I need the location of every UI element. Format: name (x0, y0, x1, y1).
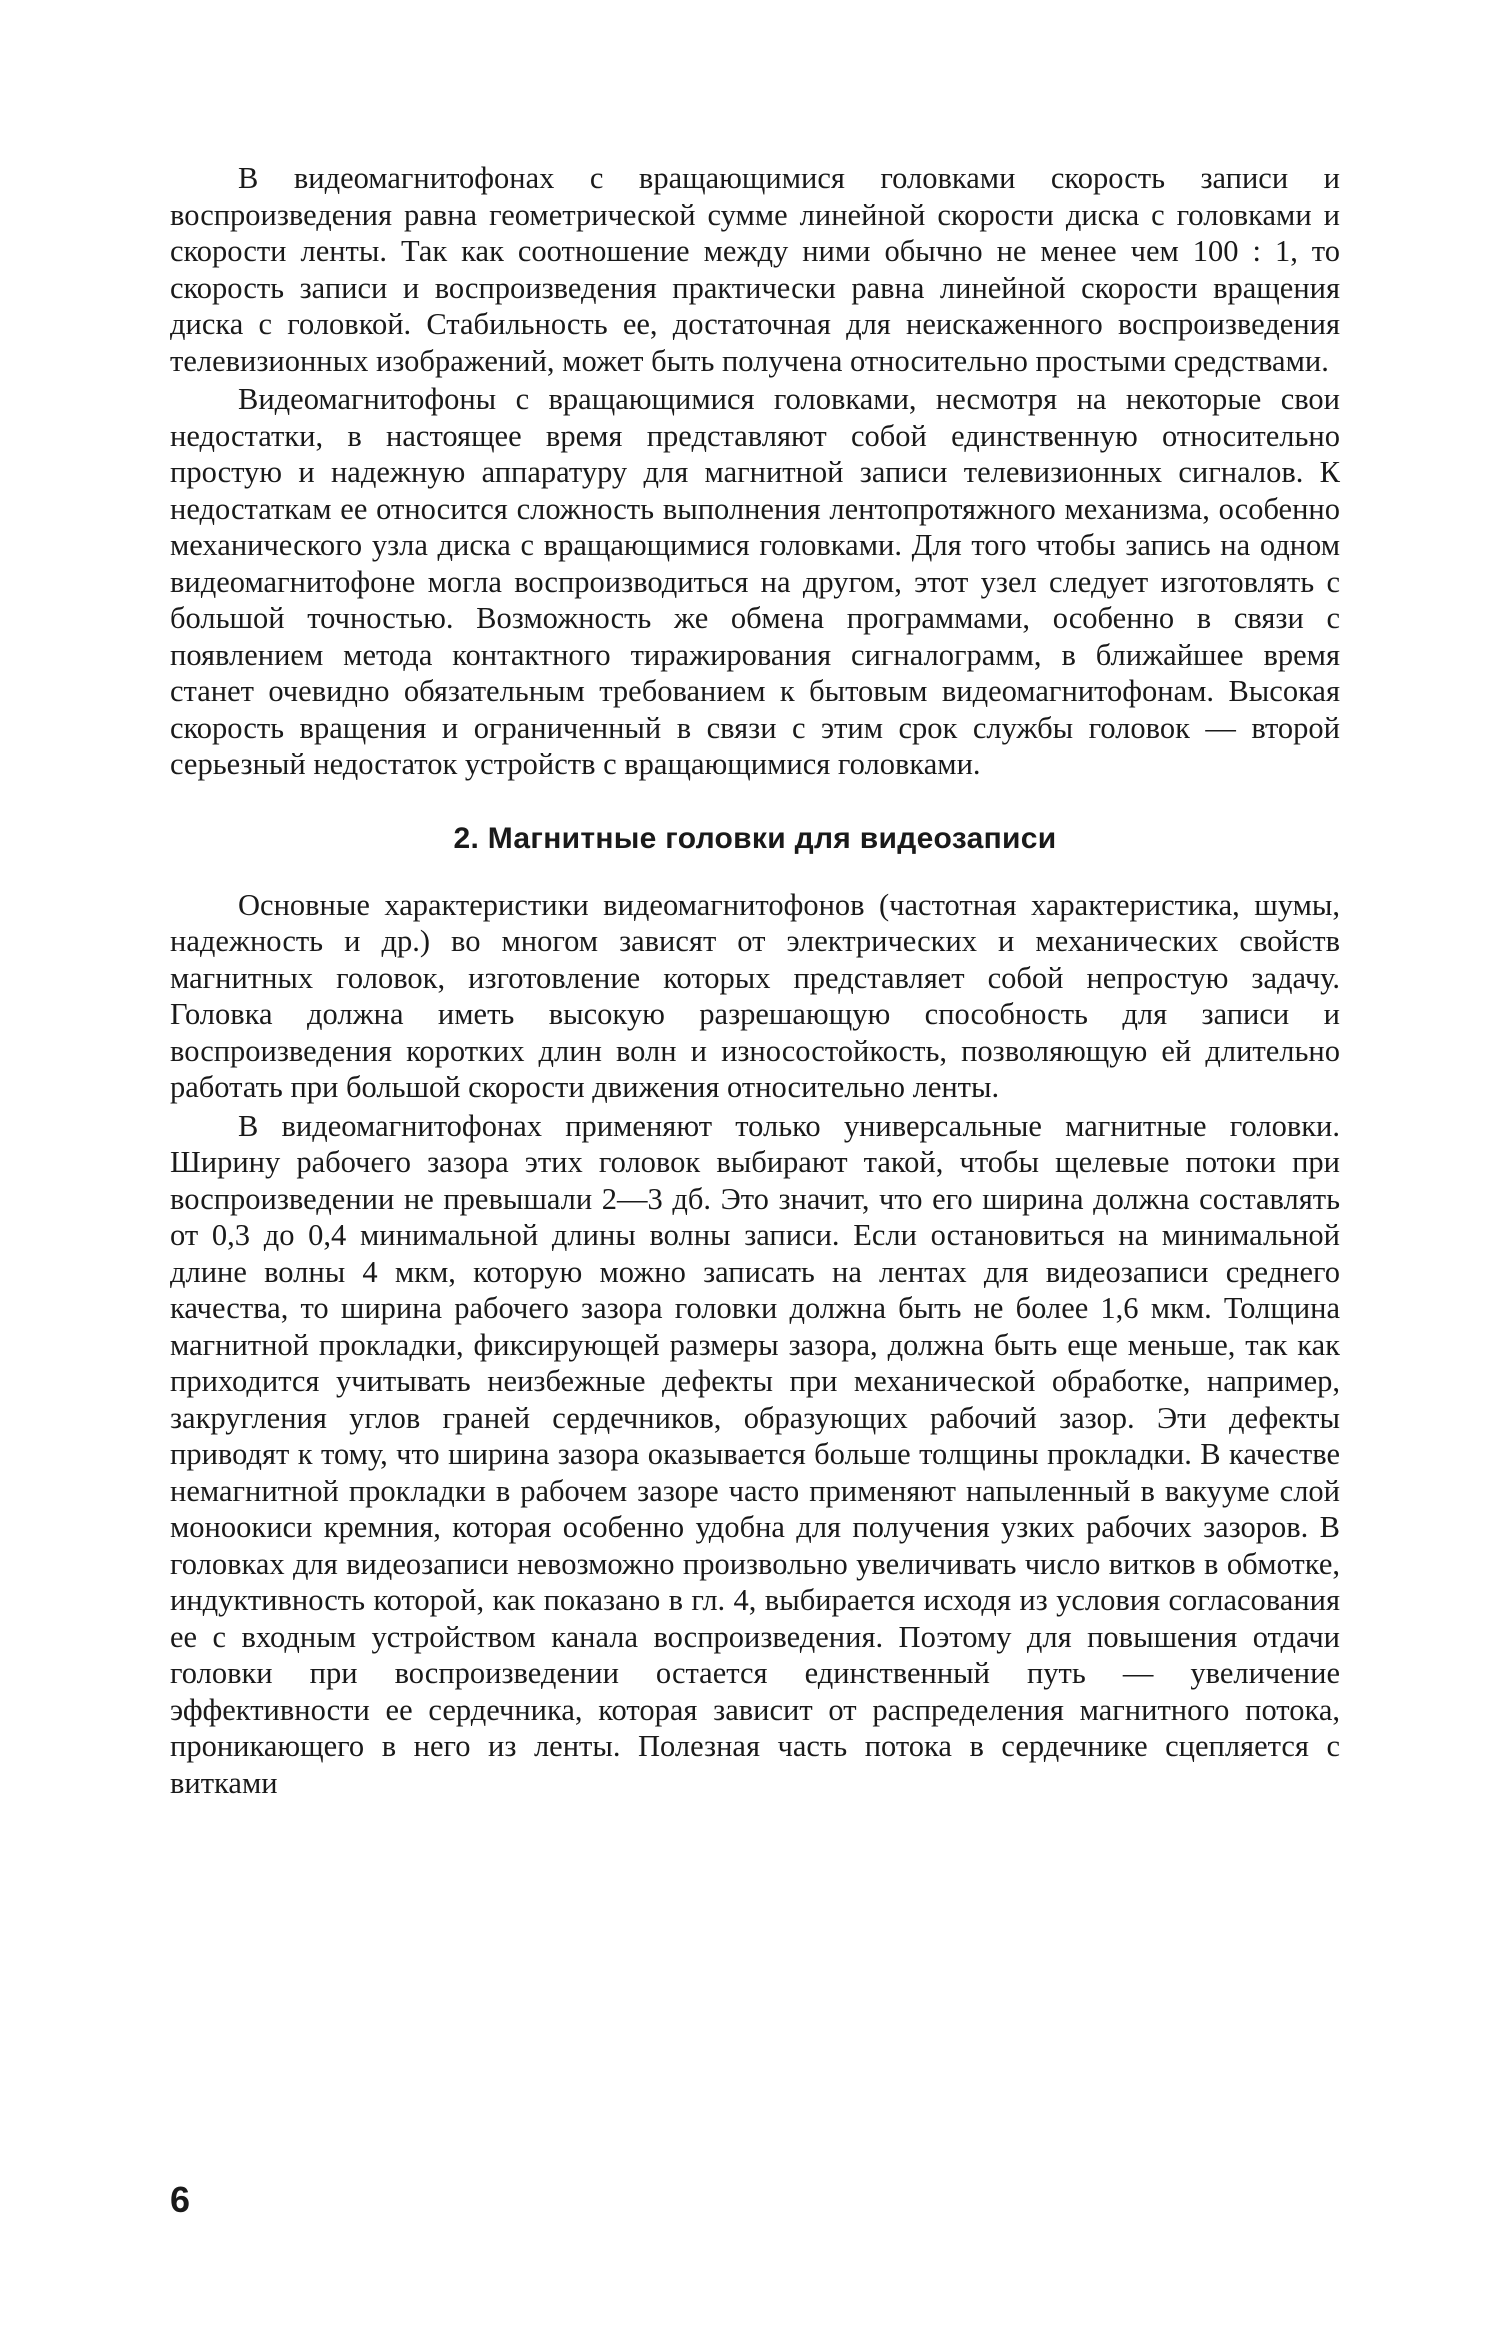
paragraph-2: Видеомагнитофоны с вращающимися головками, несмотря на некоторые свои недостатки, в настоящее время представляют собой единственную относительно простую и надежную аппаратуру для магнитной записи телевизионных сигналов. К недостаткам ее относится сложность выполнения лентопротяжного механизма, особенно механического узла диска с вращающимися головками. Для того чтобы запись на одном видеомагнитофоне могла воспроизводиться на другом, этот узел следует изготовлять с большой точностью. Возможность же обмена программами, особенно в связи с появлением метода контактного тиражирования сигналограмм, в ближайшее время станет очевидно обязательным требованием к бытовым видеомагнитофонам. Высокая скорость вращения и ограниченный в связи с этим срок службы головок — второй серьезный недостаток устройств с вращающимися головками. (170, 382, 1340, 781)
page-number: 6 (170, 2179, 191, 2220)
paragraph-3: Основные характеристики видеомагнитофонов (частотная характеристика, шумы, надежность и др.) во многом зависят от электрических и механических свойств магнитных головок, изготовление которых представляет собой непростую задачу. Головка должна иметь высокую разрешающую способность для записи и воспроизведения коротких длин волн и износостойкость, позволяющую ей длительно работать при большой скорости движения относительно ленты. (170, 887, 1340, 1104)
paragraph-1: В видеомагнитофонах с вращающимися головками скорость записи и воспроизведения равна геометрической сумме линейной скорости диска с головками и скорости ленты. Так как соотношение между ними обычно не менее чем 100 : 1, то скорость записи и воспроизведения практически равна линейной скорости вращения диска с головкой. Стабильность ее, достаточная для неискаженного воспроизведения телевизионных изображений, может быть получена относительно простыми средствами. (170, 161, 1340, 378)
section-heading: 2. Магнитные головки для видеозаписи (453, 821, 1057, 855)
paragraph-4: В видеомагнитофонах применяют только универсальные магнитные головки. Ширину рабочего зазора этих головок выбирают такой, чтобы щелевые потоки при воспроизведении не превышали 2—3 дб. Это значит, что его ширина должна составлять от 0,3 до 0,4 минимальной длины волны записи. Если остановиться на минимальной длине волны 4 мкм, которую можно записать на лентах для видеозаписи среднего качества, то ширина рабочего зазора головки должна быть не более 1,6 мкм. Толщина магнитной прокладки, фиксирующей размеры зазора, должна быть еще меньше, так как приходится учитывать неизбежные дефекты при механической обработке, например, закругления углов граней сердечников, образующих рабочий зазор. Эти дефекты приводят к тому, что ширина зазора оказывается больше толщины прокладки. В качестве немагнитной прокладки в рабочем зазоре часто применяют напыленный в вакууме слой моноокиси кремния, которая особенно удобна для получения узких рабочих зазоров. В головках для видеозаписи невозможно произвольно увеличивать число витков в обмотке, индуктивность которой, как показано в гл. 4, выбирается исходя из условия согласования ее с входным устройством канала воспроизведения. Поэтому для повышения отдачи головки при воспроизведении остается единственный путь — увеличение эффективности ее сердечника, которая зависит от распределения магнитного потока, проникающего в него из ленты. Полезная часть потока в сердечнике сцепляется с витками (170, 1108, 1340, 1800)
page-body (170, 160, 1340, 1801)
